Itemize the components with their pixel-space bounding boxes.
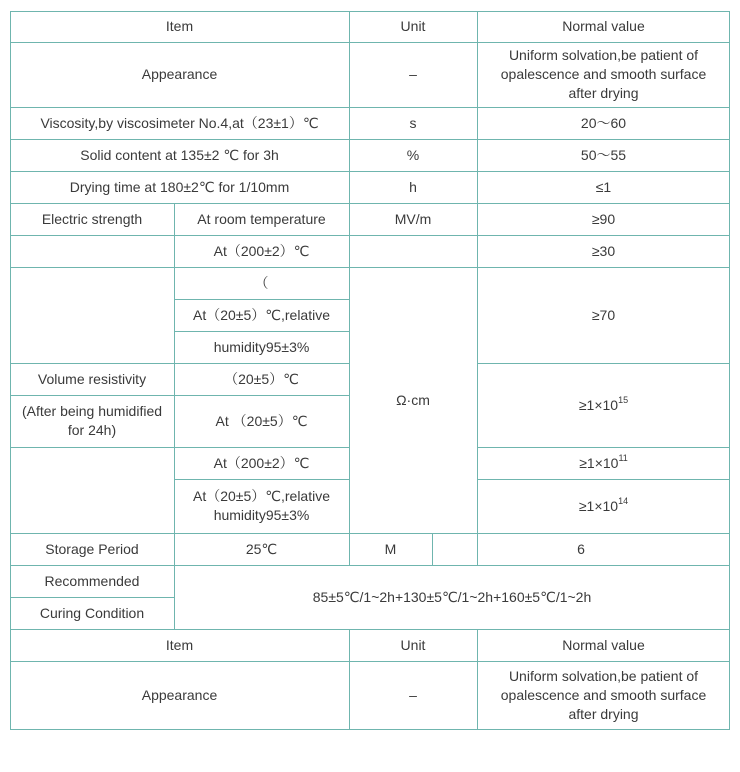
solid-content-value: 50～55 bbox=[580, 146, 627, 163]
electric-strength-value-room: ≥90 bbox=[591, 210, 616, 227]
volume-resistivity-unit: Ω·cm bbox=[396, 391, 430, 408]
volume-resistivity-cond-b: At （20±5）℃ bbox=[215, 412, 308, 429]
volume-resistivity-value-humid: $\ge 1\times 10^{14}$ bbox=[578, 495, 629, 514]
storage-condition: 25℃ bbox=[245, 540, 278, 557]
volume-resistivity-value-200: $\ge 1\times 10^{11}$ bbox=[579, 452, 628, 471]
volume-resistivity-note: (After being humidified for 24h) bbox=[21, 403, 163, 438]
storage-label: Storage Period bbox=[45, 540, 139, 557]
viscosity-unit: s bbox=[409, 114, 417, 131]
volume-resistivity-cond-200: At（200±2）℃ bbox=[213, 454, 310, 471]
drying-time-label: Drying time at 180±2℃ for 1/10mm bbox=[69, 178, 290, 195]
appearance-value: Uniform solvation,be patient of opalescence and smooth surface after drying bbox=[500, 47, 707, 101]
appearance-label: Appearance bbox=[141, 66, 218, 82]
drying-time-unit: h bbox=[409, 178, 417, 195]
curing-value: 85±5℃/1~2h+130±5℃/1~2h+160±5℃/1~2h bbox=[312, 588, 592, 605]
electric-strength-value-humid: ≥70 bbox=[591, 306, 616, 323]
solid-content-unit: % bbox=[406, 146, 420, 163]
electric-strength-value-200: ≥30 bbox=[591, 242, 616, 259]
volume-resistivity-label: Volume resistivity bbox=[37, 370, 147, 387]
electric-strength-cond-humid-2: humidity95±3% bbox=[213, 338, 310, 355]
appearance-unit-repeat: – bbox=[409, 686, 417, 703]
header-item-repeat: Item bbox=[165, 636, 194, 653]
volume-resistivity-value-a: $\ge 1\times 10^{15}$ bbox=[578, 394, 629, 413]
appearance-value-repeat: Uniform solvation,be patient of opalescence and smooth surface after drying bbox=[500, 667, 707, 722]
appearance-label-repeat: Appearance bbox=[141, 686, 218, 703]
appearance-unit: – bbox=[409, 66, 417, 82]
curing-label-1: Recommended bbox=[44, 572, 140, 589]
storage-unit: M bbox=[384, 540, 397, 557]
solid-content-label: Solid content at 135±2 ℃ for 3h bbox=[80, 146, 279, 163]
header-normal-value-repeat: Normal value bbox=[562, 636, 645, 653]
electric-strength-unit: MV/m bbox=[394, 210, 432, 227]
drying-time-value: ≤1 bbox=[595, 178, 612, 195]
header-unit: Unit bbox=[400, 18, 426, 34]
volume-resistivity-cond-a: （20±5）℃ bbox=[224, 370, 299, 387]
volume-resistivity-cond-humid: At（20±5）℃,relative humidity95±3% bbox=[192, 488, 330, 523]
viscosity-value: 20～60 bbox=[580, 114, 627, 131]
electric-strength-cond-room: At room temperature bbox=[197, 210, 326, 227]
storage-value: 6 bbox=[577, 540, 585, 557]
electric-strength-cond-paren: （ bbox=[254, 274, 269, 291]
header-normal-value: Normal value bbox=[562, 18, 645, 34]
electric-strength-cond-humid-1: At（20±5）℃,relative bbox=[192, 306, 330, 323]
viscosity-label: Viscosity,by viscosimeter No.4,at（23±1）℃ bbox=[40, 114, 319, 131]
electric-strength-label: Electric strength bbox=[41, 210, 143, 227]
electric-strength-cond-200: At（200±2）℃ bbox=[213, 242, 310, 259]
curing-label-2: Curing Condition bbox=[39, 604, 145, 621]
header-unit-repeat: Unit bbox=[400, 636, 426, 653]
header-item: Item bbox=[165, 18, 194, 34]
